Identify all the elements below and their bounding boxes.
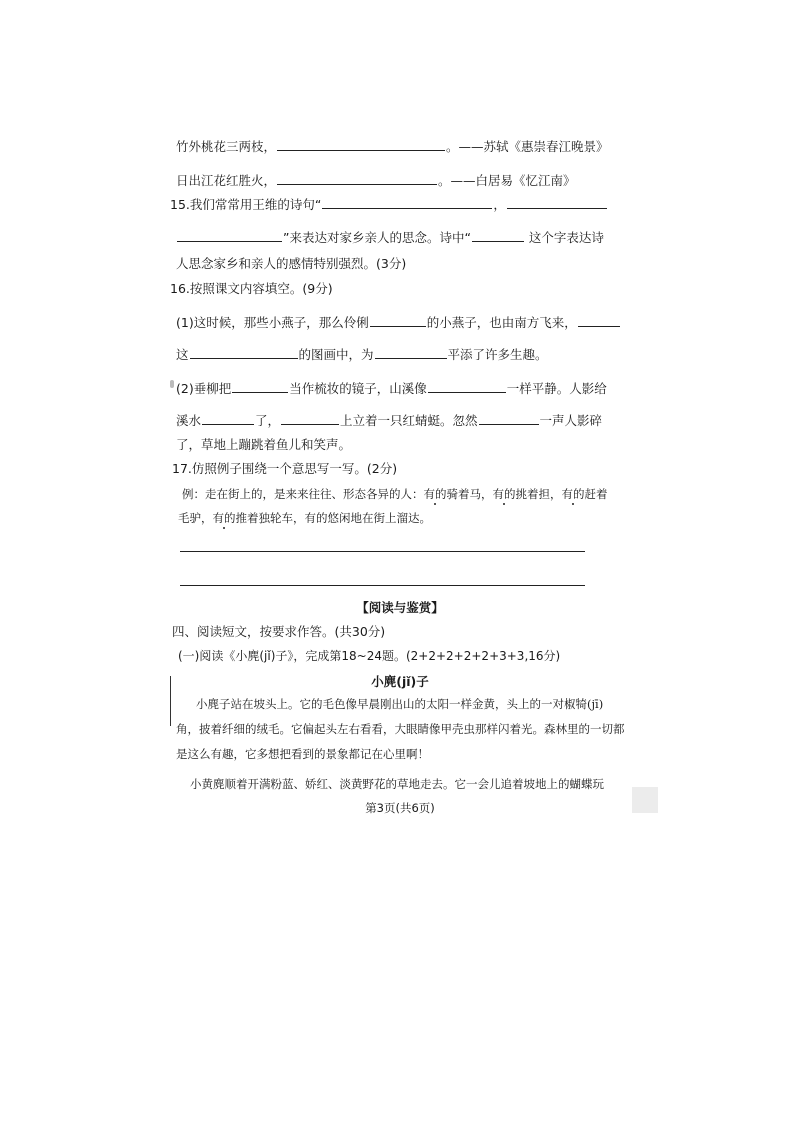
q16-p2-a: (2)垂柳把	[176, 381, 232, 396]
q17-title-text: 17.仿照例子围绕一个意思写一写。(2分)	[172, 461, 398, 476]
q17-title	[172, 461, 592, 477]
q17-ex-e: 毛驴，	[178, 511, 213, 525]
part-four-title-text: 四、阅读短文，按要求作答。(共30分)	[172, 624, 386, 639]
scan-margin-line	[170, 676, 171, 726]
q14-line-2	[176, 172, 596, 189]
q16-p1-line-1	[176, 314, 596, 331]
q16-blank-8[interactable]	[281, 412, 339, 425]
q15-blank-1[interactable]	[322, 196, 492, 209]
q14-line-1	[176, 138, 609, 155]
story-p1-line-3: 是这么有趣，它多想把看到的景象都记在心里啊！	[176, 747, 429, 761]
q16-p2-b: 当作梳妆的镜子，山溪像	[289, 381, 427, 396]
q17-example-line-2	[178, 510, 588, 526]
q16-title	[170, 281, 590, 297]
section-title: 【阅读与鉴赏】	[356, 600, 444, 615]
story-p1-line-1: 小麂子站在坡头上。它的毛色像早晨刚出山的太阳一样金黄，头上的一对椒犄(jī)	[196, 697, 604, 711]
q16-p2-h: 了，草地上蹦跳着鱼儿和笑声。	[176, 437, 352, 452]
story-p2-line-1: 小黄麂顺着开满粉蓝、娇红、淡黄野花的草地走去。它一会儿追着坡地上的蝴蝶玩	[190, 777, 604, 791]
q16-p2-g: 一声人影碎	[539, 413, 603, 428]
q16-p2-line-1	[176, 380, 607, 397]
q14-line-1-source: 。——苏轼《惠崇春江晚景》	[446, 139, 609, 154]
q17-ex-c: 挑着担，	[515, 487, 562, 501]
q16-blank-4[interactable]	[375, 346, 447, 359]
q15-line-3	[176, 256, 596, 272]
q14-line-2-text: 日出江花红胜火，	[176, 173, 277, 188]
q16-p1-a: (1)这时候，那些小燕子，那么伶俐	[176, 315, 369, 330]
q17-ex-d: 赶着	[584, 487, 608, 501]
q16-p1-line-2	[176, 346, 596, 363]
q16-blank-6[interactable]	[428, 380, 506, 393]
q15-line-3-text: 人思念家乡和亲人的感情特别强烈。(3分)	[176, 256, 407, 271]
q15-line-2-text: ”来表达对家乡亲人的思念。诗中“	[283, 230, 471, 245]
q17-answer-line-2[interactable]	[180, 585, 585, 586]
q14-line-1-text: 竹外桃花三两枝，	[176, 139, 277, 154]
q17-emphasis-2: 有的	[492, 487, 516, 501]
q17-ex-a: 例：走在街上的，是来来往往、形态各异的人：	[182, 487, 424, 501]
q16-blank-9[interactable]	[479, 412, 539, 425]
q15-line-1-text: 15.我们常常用王维的诗句“	[170, 197, 322, 212]
q16-p2-c: 一样平静。人影给	[506, 381, 607, 396]
q16-p2-line-2	[176, 412, 603, 429]
q16-blank-3[interactable]	[190, 346, 298, 359]
q17-emphasis-4: 有的	[212, 511, 236, 525]
q17-emphasis-3: 有的	[561, 487, 585, 501]
q15-line-2-tail: 这个字表达诗	[524, 230, 604, 245]
reading-sub-title	[178, 648, 598, 664]
q14-blank-2[interactable]	[277, 172, 437, 185]
q16-p1-d: 的图画中，为	[298, 347, 374, 362]
q15-comma: ，	[493, 197, 506, 212]
q17-emphasis-1: 有的	[423, 487, 447, 501]
q17-example-line-1	[182, 486, 608, 502]
q16-p2-e: 了，	[255, 413, 281, 428]
scan-smudge	[170, 380, 174, 388]
story-p1-line-2: 角，披着纤细的绒毛。它偏起头左右看看，大眼睛像甲壳虫那样闪着光。森林里的一切都	[176, 722, 625, 736]
q17-ex-b: 骑着马，	[446, 487, 493, 501]
q16-p1-b: 的小燕子，也由南方飞来，	[426, 315, 577, 330]
q16-p2-f: 上立着一只红蜻蜓。忽然	[340, 413, 478, 428]
q16-title-text: 16.按照课文内容填空。(9分)	[170, 281, 333, 296]
page-number: 第3页(共6页)	[365, 801, 435, 815]
q15-line-2	[176, 229, 604, 246]
q16-p2-d: 溪水	[176, 413, 202, 428]
q15-blank-4[interactable]	[472, 229, 524, 242]
scan-artifact	[632, 787, 658, 813]
q16-p1-e: 平添了许多生趣。	[447, 347, 548, 362]
part-four-title	[172, 624, 592, 640]
q17-ex-f: 推着独轮车，有的悠闲地在街上溜达。	[235, 511, 431, 525]
q14-blank-1[interactable]	[277, 138, 445, 151]
q16-p1-c: 这	[176, 347, 189, 362]
q15-blank-3[interactable]	[177, 229, 282, 242]
q16-blank-5[interactable]	[232, 380, 288, 393]
reading-sub-title-text: (一)阅读《小麂(jǐ)子》，完成第18~24题。(2+2+2+2+2+3+3,16分)	[178, 649, 561, 663]
q15-line-1	[170, 196, 590, 213]
q16-blank-2[interactable]	[578, 314, 620, 327]
q16-blank-1[interactable]	[370, 314, 426, 327]
q17-answer-line-1[interactable]	[180, 551, 585, 552]
story-title: 小麂(jǐ)子	[371, 674, 429, 689]
q16-p2-line-3	[176, 437, 596, 453]
q14-line-2-source: 。——白居易《忆江南》	[438, 173, 576, 188]
q16-blank-7[interactable]	[202, 412, 254, 425]
q15-blank-2[interactable]	[507, 196, 607, 209]
